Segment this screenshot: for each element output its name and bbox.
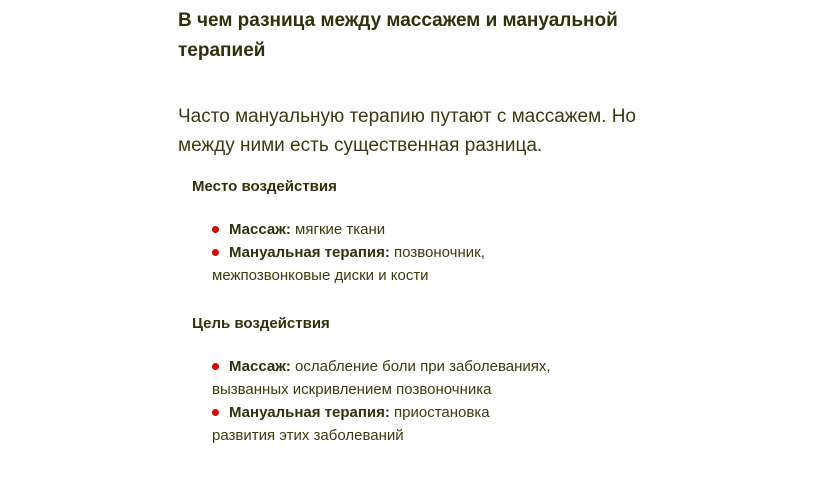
list-item (212, 241, 552, 287)
comparison-list (212, 218, 552, 287)
item-text: ослабление боли при заболеваниях, вызванных искривлением позвоночника (212, 358, 551, 398)
section-impact-goal (192, 313, 648, 447)
bullet-icon (212, 409, 219, 416)
item-text: позвоночник, межпозвонковые диски и кости (212, 244, 485, 284)
bullet-icon (212, 226, 219, 233)
section-heading: Место воздействия (192, 178, 337, 195)
bullet-icon (212, 363, 219, 370)
list-item (212, 218, 552, 241)
bullet-icon (212, 249, 219, 256)
item-term: Мануальная терапия: (229, 244, 390, 261)
item-text: мягкие ткани (290, 221, 386, 238)
item-term: Массаж: (229, 221, 291, 238)
article-title: В чем разница между массажем и мануальной терапией (178, 10, 618, 61)
list-item (212, 355, 552, 401)
item-text: приостановка развития этих заболеваний (212, 404, 490, 444)
list-item (212, 401, 552, 447)
article-intro: Часто мануальную терапию путают с массажем. Но между ними есть существенная разница. (178, 106, 636, 156)
comparison-list (212, 355, 552, 447)
item-term: Массаж: (229, 358, 291, 375)
section-heading: Цель воздействия (192, 315, 330, 332)
section-impact-location (192, 176, 648, 287)
article (178, 6, 648, 447)
item-term: Мануальная терапия: (229, 404, 390, 421)
